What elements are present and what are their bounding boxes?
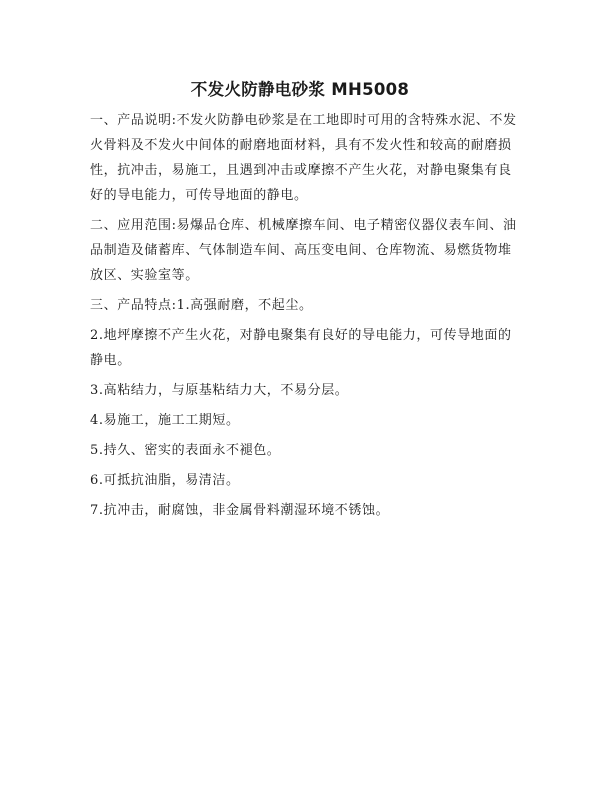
paragraph-feature-7: 7.抗冲击，耐腐蚀，非金属骨料潮湿环境不锈蚀。 xyxy=(90,503,390,518)
paragraph-application-scope: 二、应用范围:易爆品仓库、机械摩擦车间、电子精密仪器仪表车间、油品制造及储蓄库、气体制造车间、高压变电间、仓库物流、易燃货物堆放区、实验室等。 xyxy=(90,218,517,283)
paragraph-feature-4: 4.易施工，施工工期短。 xyxy=(90,413,240,428)
paragraph-feature-3: 3.高粘结力，与原基粘结力大，不易分层。 xyxy=(90,383,349,398)
paragraph-feature-1: 三、产品特点:1.高强耐磨，不起尘。 xyxy=(90,298,313,313)
paragraph-feature-5: 5.持久、密实的表面永不褪色。 xyxy=(90,443,281,458)
document-title: 不发火防静电砂浆 MH5008 xyxy=(190,80,410,99)
paragraph-feature-2: 2.地坪摩擦不产生火花，对静电聚集有良好的导电能力，可传导地面的静电。 xyxy=(90,328,512,368)
document-body xyxy=(90,108,520,528)
paragraph-feature-6: 6.可抵抗油脂，易清洁。 xyxy=(90,473,240,488)
paragraph-product-description: 一、产品说明:不发火防静电砂浆是在工地即时可用的含特殊水泥、不发火骨料及不发火中间体的耐磨地面材料，具有不发火性和较高的耐磨损性，抗冲击，易施工，且遇到冲击或摩擦不产生火花，对静电聚集有良好的导电能力，可传导地面的静电。 xyxy=(90,113,517,203)
